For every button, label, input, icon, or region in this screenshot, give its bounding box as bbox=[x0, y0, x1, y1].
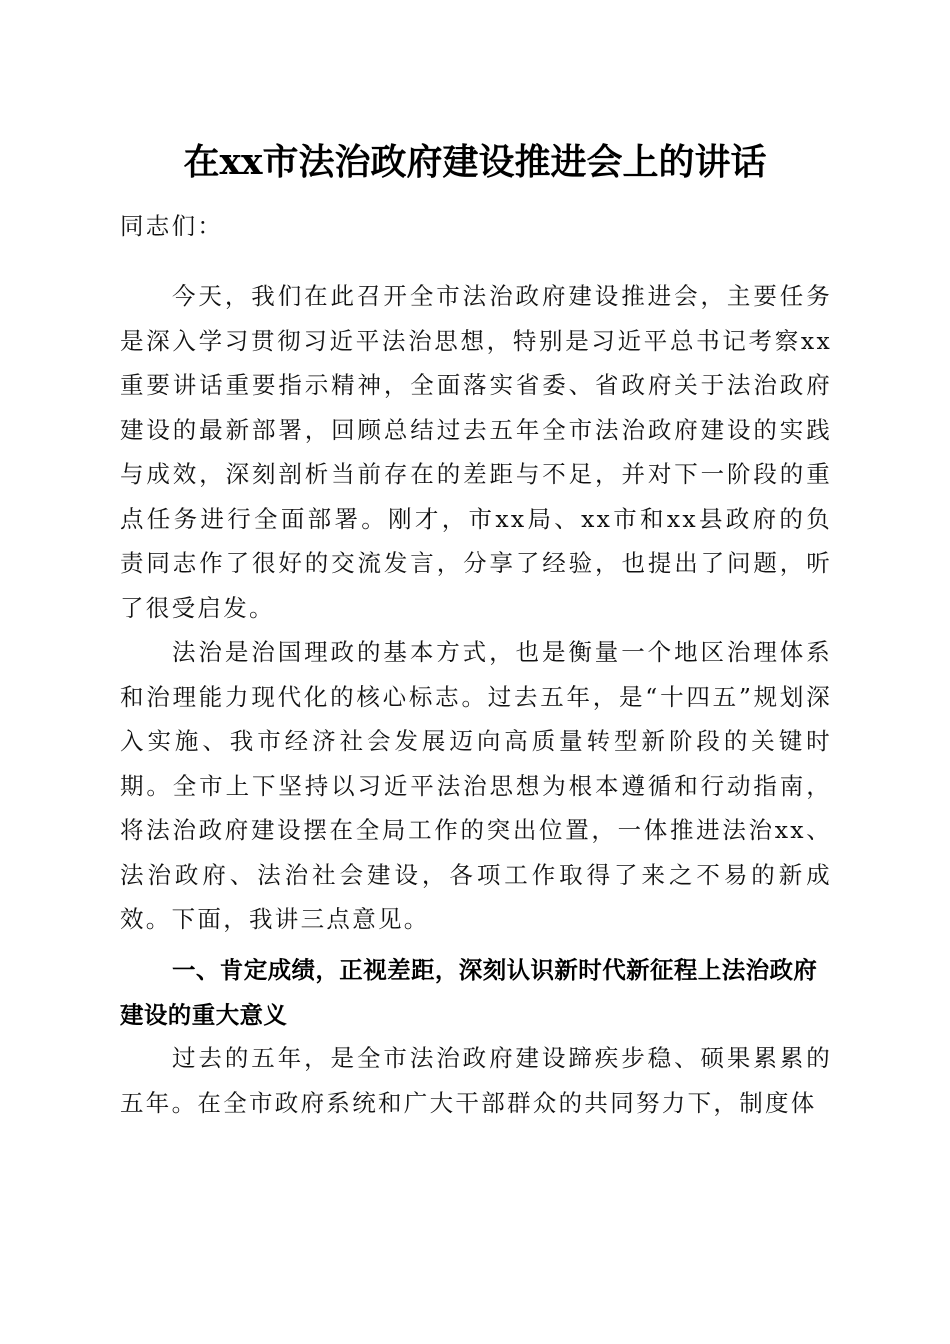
paragraph-opening: 今天，我们在此召开全市法治政府建设推进会，主要任务是深入学习贯彻习近平法治思想，特别是习近平总书记考察xx重要讲话重要指示精神，全面落实省委、省政府关于法治政府建设的最新部署，回顾总结过去五年全市法治政府建设的实践与成效，深刻剖析当前存在的差距与不足，并对下一阶段的重点任务进行全面部署。刚才，市xx局、xx市和xx县政府的负责同志作了很好的交流发言，分享了经验，也提出了问题，听了很受启发。 bbox=[120, 282, 832, 622]
section-heading-1: 一、肯定成绩，正视差距，深刻认识新时代新征程上法治政府建设的重大意义 bbox=[120, 956, 818, 1029]
document-title: 在xx市法治政府建设推进会上的讲话 bbox=[183, 141, 767, 183]
paragraph-rule-of-law: 法治是治国理政的基本方式，也是衡量一个地区治理体系和治理能力现代化的核心标志。过去五年，是“十四五”规划深入实施、我市经济社会发展迈向高质量转型新阶段的关键时期。全市上下坚持以习近平法治思想为根本遵循和行动指南，将法治政府建设摆在全局工作的突出位置，一体推进法治xx、法治政府、法治社会建设，各项工作取得了来之不易的新成效。下面，我讲三点意见。 bbox=[120, 638, 832, 933]
salutation: 同志们： bbox=[120, 212, 224, 240]
paragraph-past-five-years: 过去的五年，是全市法治政府建设蹄疾步稳、硕果累累的五年。在全市政府系统和广大干部群众的共同努力下，制度体 bbox=[120, 1044, 832, 1117]
